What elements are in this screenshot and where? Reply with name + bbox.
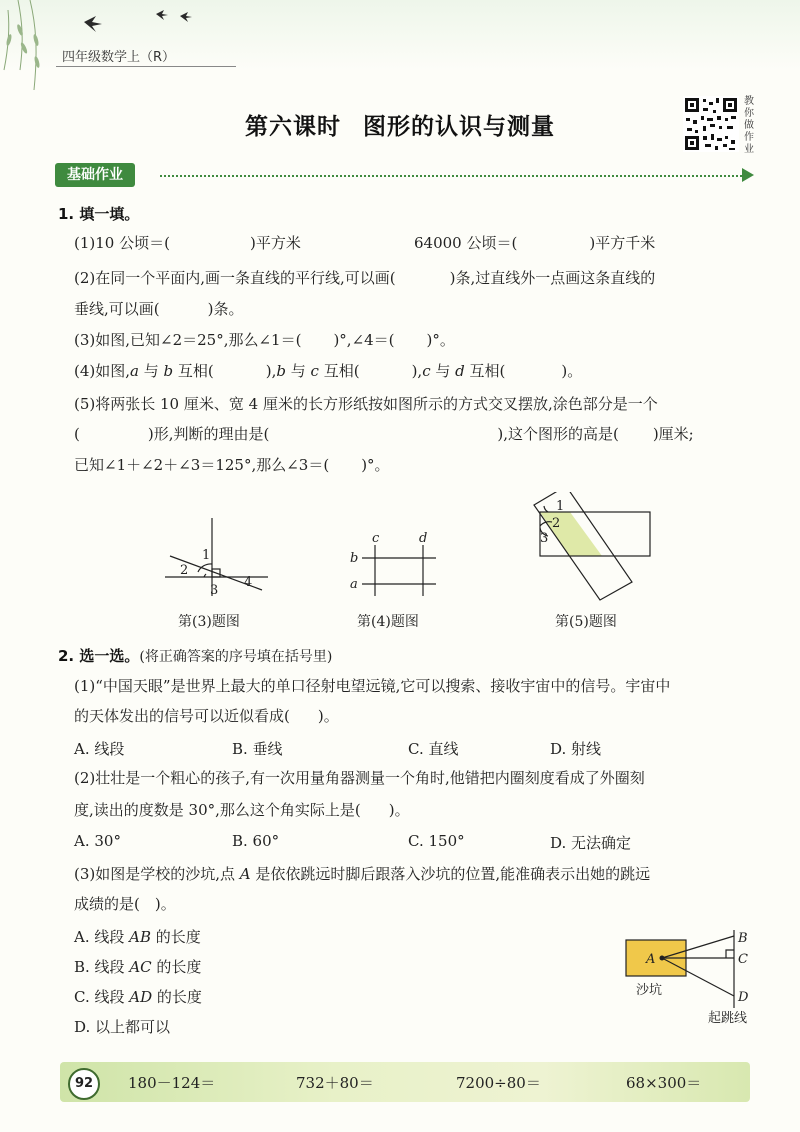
q1-heading: 1. 填一填。	[58, 205, 140, 223]
q2-p2-option-b[interactable]: B. 60°	[232, 832, 280, 850]
q2-p3-option-a[interactable]: A. 线段 AB 的长度	[74, 928, 201, 946]
calc-2: 732＋80＝	[296, 1074, 374, 1092]
q2-p1-option-a[interactable]: A. 线段	[74, 740, 125, 758]
q2-p3-line-2: 成绩的是( )。	[74, 895, 176, 913]
qr-caption: 教 你 做 作 业	[744, 96, 754, 155]
q1-line-7: ( )形,判断的理由是( ),这个图形的高是( )厘米;	[74, 425, 694, 443]
lesson-number: 第六课时	[245, 114, 341, 140]
svg-text:2: 2	[180, 563, 189, 578]
q2-p1-line-2: 的天体发出的信号可以近似看成( )。	[74, 707, 339, 725]
q2-p1-option-c[interactable]: C. 直线	[408, 740, 459, 758]
q1-line-6: (5)将两张长 10 厘米、宽 4 厘米的长方形纸按如图所示的方式交叉摆放,涂色部分是一个	[74, 395, 658, 413]
svg-text:4: 4	[244, 575, 253, 590]
svg-text:D: D	[738, 990, 749, 1005]
q2-p3-option-d[interactable]: D. 以上都可以	[74, 1018, 171, 1036]
qr-code-icon[interactable]	[683, 96, 739, 152]
sandpit-figure	[620, 924, 760, 1028]
grade-label: 四年级数学上（R）	[62, 50, 176, 65]
q1-line-1b: 64000 公顷＝( )平方千米	[414, 234, 656, 252]
q2-p2-option-d[interactable]: D. 无法确定	[550, 834, 632, 852]
figure-5-caption: 第(5)题图	[555, 614, 617, 630]
q1-line-3: 垂线,可以画( )条。	[74, 300, 244, 318]
lesson-topic: 图形的认识与测量	[363, 114, 555, 140]
q2-p2-option-c[interactable]: C. 150°	[408, 832, 465, 850]
figure-5	[530, 492, 660, 604]
q2-p3-line-1: (3)如图是学校的沙坑,点 A 是依依跳远时脚后跟落入沙坑的位置,能准确表示出她的跳远	[74, 865, 651, 883]
q1-line-2: (2)在同一个平面内,画一条直线的平行线,可以画( )条,过直线外一点画这条直线的	[74, 269, 656, 287]
q2-heading-row	[58, 645, 332, 666]
svg-text:沙坑: 沙坑	[636, 983, 663, 998]
page-number: 92	[68, 1068, 100, 1100]
swallow-icon	[84, 10, 192, 32]
calc-4: 68×300＝	[626, 1074, 702, 1092]
q2-p1-option-d[interactable]: D. 射线	[550, 740, 602, 758]
q2-p3-option-b[interactable]: B. 线段 AC 的长度	[74, 958, 202, 976]
svg-text:C: C	[738, 952, 748, 967]
svg-text:B: B	[738, 931, 748, 946]
q2-p1-line-1: (1)“中国天眼”是世界上最大的单口径射电望远镜,它可以搜索、接收宇宙中的信号。宇宙中	[74, 677, 671, 695]
header-divider	[56, 66, 236, 67]
svg-text:1: 1	[556, 499, 565, 514]
q2-p2-line-2: 度,读出的度数是 30°,那么这个角实际上是( )。	[74, 801, 410, 819]
page-title	[0, 108, 800, 141]
section-divider	[160, 175, 750, 177]
q2-p3-option-c[interactable]: C. 线段 AD 的长度	[74, 988, 202, 1006]
q2-heading: 2. 选一选。	[58, 647, 140, 665]
q2-note: (将正确答案的序号填在括号里)	[139, 649, 333, 665]
q1-line-4: (3)如图,已知∠2＝25°,那么∠1＝( )°,∠4＝( )°。	[74, 331, 455, 349]
svg-text:3: 3	[210, 583, 219, 598]
q1-line-5: (4)如图,a 与 b 互相( ),b 与 c 互相( ),c 与 d 互相( )。	[74, 362, 583, 380]
figure-3-caption: 第(3)题图	[178, 614, 240, 630]
svg-text:起跳线: 起跳线	[708, 1011, 748, 1026]
calc-1: 180－124＝	[128, 1074, 216, 1092]
shaded-parallelogram	[540, 512, 602, 556]
q1-line-8: 已知∠1＋∠2＋∠3＝125°,那么∠3＝( )°。	[74, 456, 390, 474]
figure-3	[160, 510, 270, 600]
q2-p2-option-a[interactable]: A. 30°	[74, 832, 121, 850]
section-label: 基础作业	[55, 163, 135, 187]
svg-text:d: d	[419, 531, 428, 546]
svg-text:A: A	[646, 952, 656, 967]
q1-line-1: (1)10 公顷＝( )平方米	[74, 234, 301, 252]
figure-4	[340, 530, 450, 600]
svg-text:2: 2	[552, 516, 561, 531]
arrow-right-icon	[742, 168, 754, 182]
q2-p2-line-1: (2)壮壮是一个粗心的孩子,有一次用量角器测量一个角时,他错把内圈刻度看成了外圈刻	[74, 769, 645, 787]
svg-text:3: 3	[540, 531, 549, 546]
calc-3: 7200÷80＝	[456, 1074, 541, 1092]
q2-p1-option-b[interactable]: B. 垂线	[232, 740, 283, 758]
svg-text:c: c	[372, 531, 380, 546]
svg-text:b: b	[350, 551, 359, 566]
svg-text:1: 1	[202, 548, 211, 563]
figure-4-caption: 第(4)题图	[357, 614, 419, 630]
svg-text:a: a	[350, 577, 358, 592]
